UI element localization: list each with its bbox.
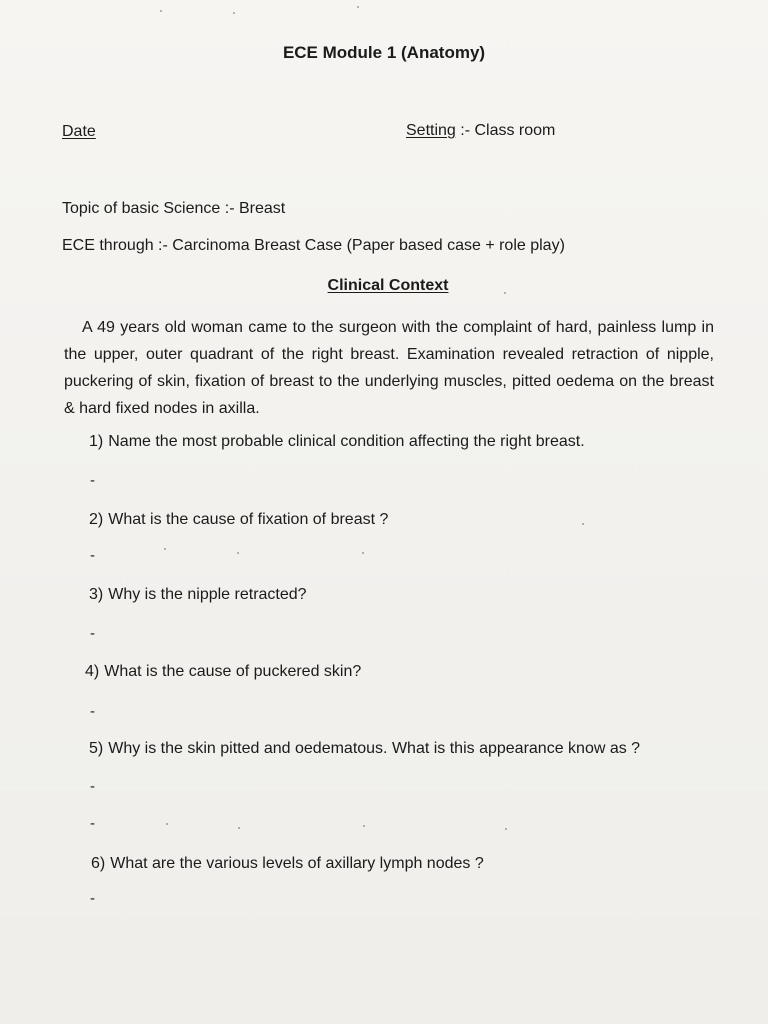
- answer-dash: -: [90, 547, 95, 564]
- clinical-paragraph: A 49 years old woman came to the surgeon with the complaint of hard, painless lump in the upper, outer quadrant of the right breast. Examination revealed retraction of nipple, puckering of skin, fixation of breast to the underlying muscles, pitted oedema on the breast & hard fixed nodes in axilla.: [64, 319, 714, 417]
- answer-dash: -: [90, 472, 95, 489]
- scan-speck: [233, 12, 235, 14]
- document-title: ECE Module 1 (Anatomy): [282, 43, 486, 62]
- question-number: 2): [89, 511, 104, 528]
- question-number: 1): [89, 433, 104, 450]
- question-text: Why is the nipple retracted?: [108, 586, 307, 603]
- answer-dash: -: [90, 815, 95, 832]
- scan-speck: [505, 828, 507, 830]
- answer-dash: -: [90, 890, 95, 907]
- question-text: What is the cause of fixation of breast ?: [108, 511, 389, 528]
- question-6: [91, 855, 484, 873]
- ece-line: ECE through :- Carcinoma Breast Case (Paper based case + role play): [62, 237, 565, 254]
- scan-speck: [166, 823, 168, 825]
- scan-speck: [357, 6, 359, 8]
- question-number: 4): [85, 663, 100, 680]
- question-number: 5): [89, 740, 104, 757]
- setting-label: Setting: [406, 122, 456, 139]
- scan-speck: [363, 825, 365, 827]
- scan-speck: [362, 552, 364, 554]
- question-number: 3): [89, 586, 104, 603]
- date-label-text: Date: [62, 123, 96, 140]
- scan-speck: [160, 10, 162, 12]
- scan-speck: [237, 552, 239, 554]
- answer-dash: -: [90, 778, 95, 795]
- question-5: [89, 740, 640, 758]
- question-4: [85, 663, 361, 681]
- clinical-context-heading: Clinical Context: [327, 277, 449, 294]
- scan-speck: [582, 523, 584, 525]
- answer-dash: -: [90, 625, 95, 642]
- question-3: [89, 586, 307, 604]
- question-text: Name the most probable clinical condition affecting the right breast.: [108, 433, 585, 450]
- topic-line: Topic of basic Science :- Breast: [62, 200, 286, 217]
- question-number: 6): [91, 855, 106, 872]
- date-label: [62, 123, 96, 141]
- question-text: Why is the skin pitted and oedematous. What is this appearance know as ?: [108, 740, 641, 757]
- question-1: [89, 433, 585, 451]
- question-text: What are the various levels of axillary lymph nodes ?: [110, 855, 484, 872]
- setting-line: [406, 122, 555, 140]
- question-2: [89, 511, 388, 529]
- answer-dash: -: [90, 703, 95, 720]
- scan-speck: [238, 827, 240, 829]
- scan-speck: [164, 548, 166, 550]
- question-text: What is the cause of puckered skin?: [104, 663, 362, 680]
- setting-value: :- Class room: [455, 122, 556, 139]
